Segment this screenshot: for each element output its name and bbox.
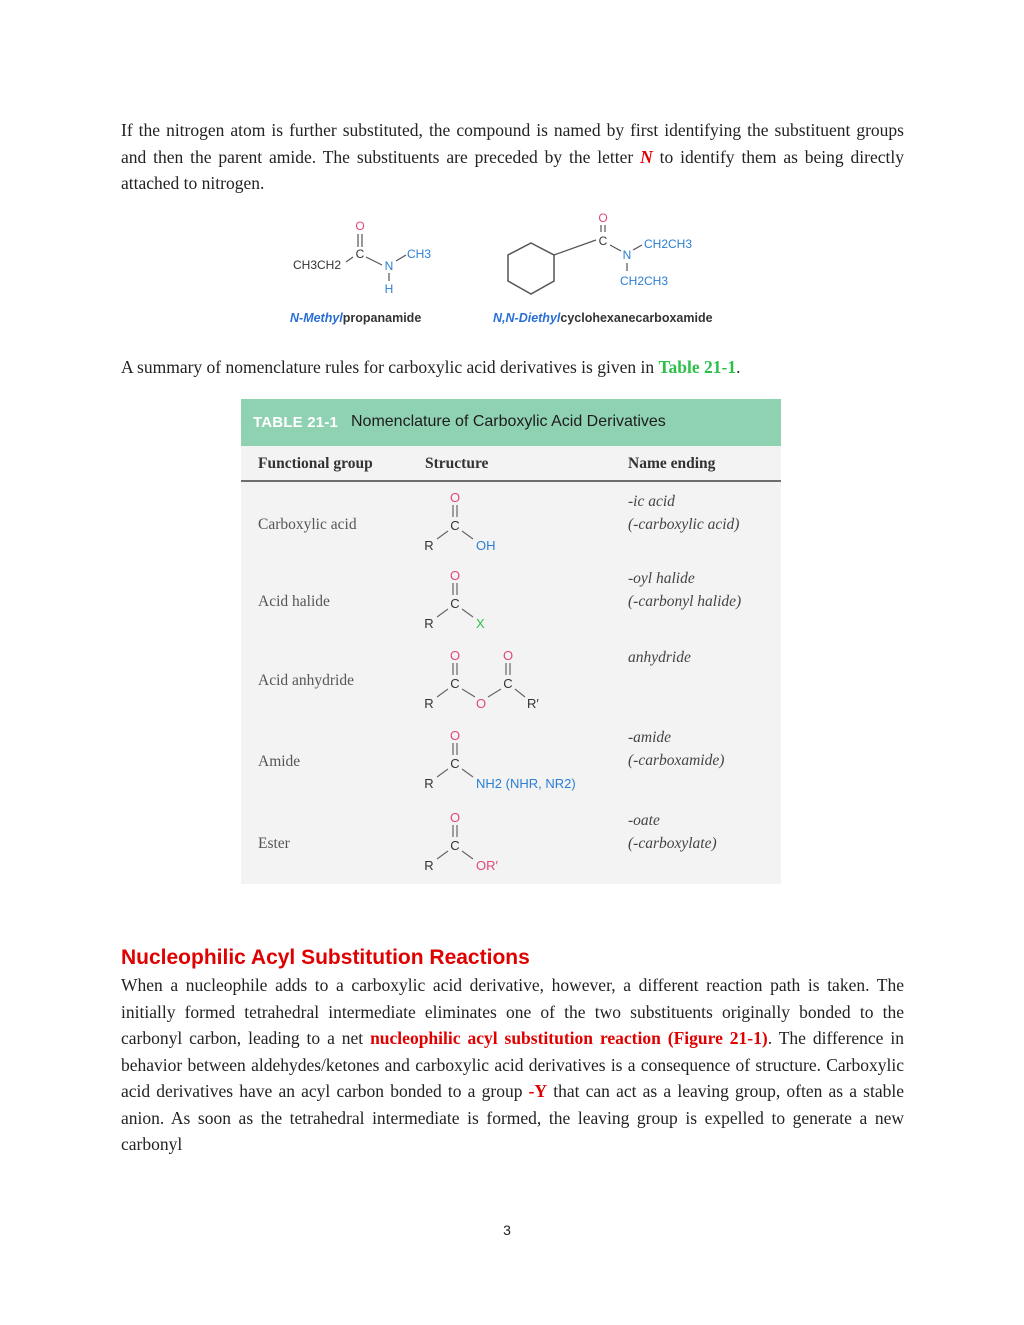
svg-text:OH: OH — [476, 538, 496, 553]
carboxylic-acid-structure — [417, 489, 537, 557]
summary-text-before: A summary of nomenclature rules for carboxylic acid derivatives is given in — [121, 357, 659, 377]
group-ethyl-top: CH2CH3 — [644, 237, 693, 251]
group-ethyl-bottom: CH2CH3 — [620, 274, 669, 288]
group-ethyl: CH3CH2 — [293, 258, 342, 272]
svg-text:R: R — [424, 696, 434, 711]
row-name-ending: -ic acid (-carboxylic acid) — [628, 493, 740, 533]
caption-diethylcyclohexanecarboxamide: N,N-Diethylcyclohexanecarboxamide — [493, 311, 713, 325]
intro-text-before: If the nitrogen atom is further substituted, the compound is named by first identifying the substituent groups and then the parent amide. The substituents are preceded by the letter — [121, 120, 904, 167]
ester-structure — [417, 809, 537, 877]
row-group-label: Carboxylic acid — [258, 516, 357, 533]
section-text-c: that can act as a leaving group, often as a stable anion. As soon as the tetrahedral intermediate is formed, the leaving group is expelled to generate a new carbonyl — [121, 1081, 904, 1154]
summary-paragraph — [121, 354, 904, 381]
svg-text:O: O — [449, 568, 461, 583]
caption-n-methylpropanamide: N-Methylpropanamide — [290, 311, 422, 325]
svg-text:C: C — [450, 518, 460, 533]
svg-text:R: R — [424, 776, 434, 791]
leaving-group-highlight: -Y — [528, 1081, 548, 1101]
table-number: TABLE 21-1 — [253, 414, 339, 431]
svg-text:R′: R′ — [527, 696, 539, 711]
svg-text:OR′: OR′ — [476, 858, 498, 873]
section-paragraph — [121, 972, 904, 1158]
svg-text:C: C — [450, 676, 460, 691]
nomenclature-table — [241, 399, 781, 884]
atom-n: N — [622, 248, 632, 262]
table-reference-link[interactable]: Table 21-1 — [658, 357, 737, 377]
row-name-ending: -oyl halide (-carbonyl halide) — [628, 570, 742, 610]
atom-o: O — [598, 211, 608, 225]
n-n-diethylcyclohexanecarboxamide-structure — [508, 211, 692, 294]
table-banner — [241, 399, 781, 446]
svg-text:C: C — [503, 676, 513, 691]
header-name-ending: Name ending — [628, 455, 716, 472]
row-name-ending: -amide (-carboxamide) — [628, 729, 725, 769]
amide-structures-figure — [282, 207, 762, 337]
row-name-ending: -oate (-carboxylate) — [628, 812, 717, 852]
atom-h: H — [384, 282, 394, 296]
header-rule — [241, 480, 781, 482]
row-group-label: Amide — [258, 753, 301, 770]
svg-text:O: O — [475, 696, 487, 711]
svg-text:R: R — [424, 538, 434, 553]
svg-text:C: C — [450, 596, 460, 611]
svg-text:O: O — [449, 728, 461, 743]
atom-o: O — [355, 219, 365, 233]
svg-text:O: O — [449, 490, 461, 505]
row-name-ending: anhydride — [628, 649, 691, 666]
atom-c: C — [355, 247, 365, 261]
letter-n-highlight: N — [640, 146, 653, 167]
table-title: Nomenclature of Carboxylic Acid Derivatives — [351, 413, 666, 430]
row-group-label: Ester — [258, 835, 290, 852]
svg-text:O: O — [502, 648, 514, 663]
header-functional-group: Functional group — [258, 455, 373, 472]
svg-text:O: O — [449, 648, 461, 663]
svg-text:C: C — [450, 756, 460, 771]
amide-structure — [417, 727, 617, 795]
svg-text:C: C — [450, 838, 460, 853]
svg-text:R: R — [424, 616, 434, 631]
svg-text:NH2 (NHR, NR2): NH2 (NHR, NR2) — [476, 776, 576, 791]
acid-halide-structure — [417, 567, 537, 635]
svg-text:R: R — [424, 858, 434, 873]
svg-text:X: X — [476, 616, 485, 631]
section-text-a: When a nucleophile adds to a carboxylic acid derivative, however, a different reaction path is taken. The initially formed tetrahedral intermediate eliminates one of the two substituents originally bonded to the carbonyl carbon, leading to a net — [121, 975, 904, 1048]
acid-anhydride-structure — [417, 647, 577, 715]
section-heading: Nucleophilic Acyl Substitution Reactions — [121, 946, 530, 969]
atom-c: C — [598, 234, 608, 248]
header-structure: Structure — [425, 455, 489, 472]
atom-n: N — [384, 259, 394, 273]
row-group-label: Acid anhydride — [258, 672, 354, 689]
row-group-label: Acid halide — [258, 593, 330, 610]
summary-text-after: . — [736, 357, 741, 377]
figure-reference-link[interactable]: nucleophilic acyl substitution reaction (Figure 21-1) — [370, 1028, 768, 1048]
n-methylpropanamide-structure — [293, 219, 431, 296]
svg-text:O: O — [449, 810, 461, 825]
section-text-b: . The difference in behavior between aldehydes/ketones and carboxylic acid derivatives is a consequence of structure. Carboxylic acid derivatives have an acyl carbon bonded to a group — [121, 1028, 904, 1101]
group-methyl: CH3 — [407, 247, 432, 261]
page-number: 3 — [503, 1222, 511, 1238]
intro-text-after: to identify them as being directly attached to nitrogen. — [121, 146, 904, 193]
intro-paragraph — [121, 117, 904, 197]
